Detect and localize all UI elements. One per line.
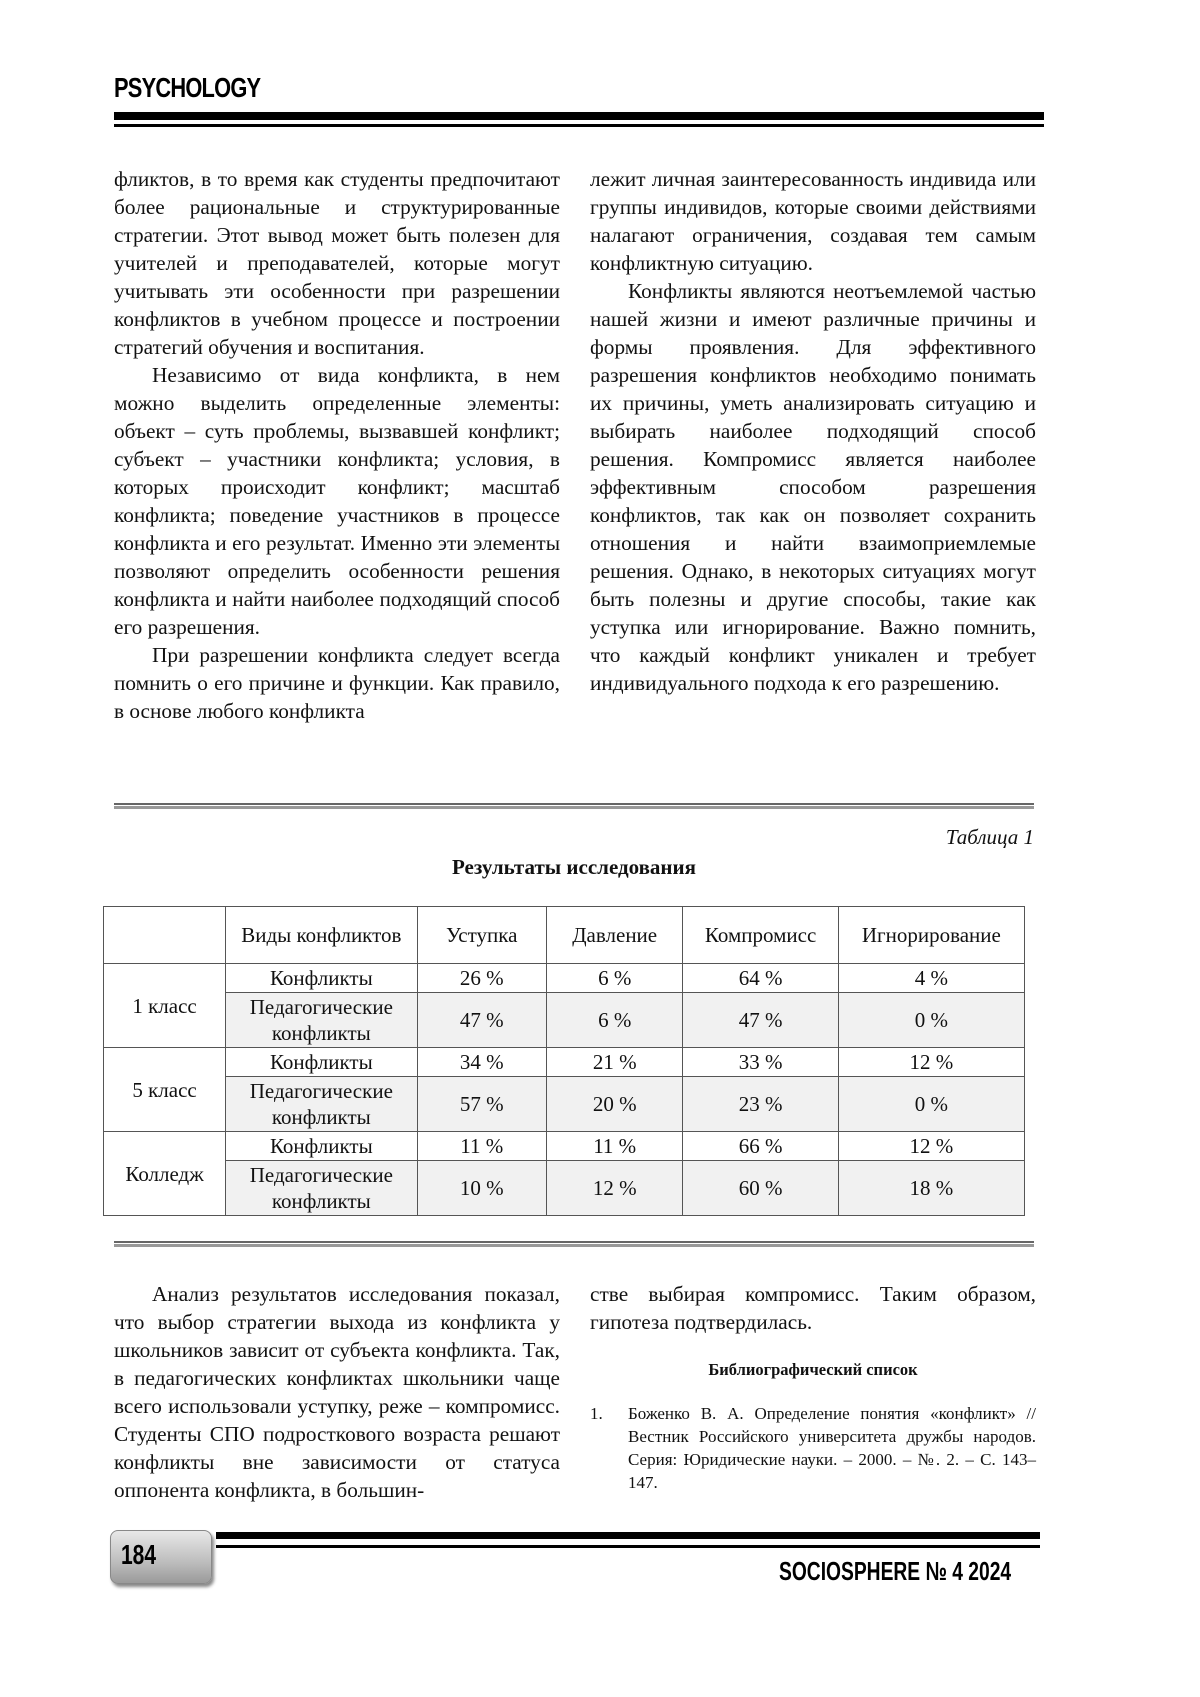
table-bottom-rule <box>114 1241 1034 1247</box>
header-cell: Компромисс <box>683 907 838 964</box>
conclusion-right-column <box>590 1280 1036 1494</box>
value-cell: 12 % <box>838 1048 1024 1077</box>
value-cell: 21 % <box>546 1048 683 1077</box>
bibliography-title: Библиографический список <box>708 1360 918 1379</box>
paragraph: При разрешении конфликта следует всегда помнить о его причине и функции. Как правило, в основе любого конфликта <box>114 643 560 723</box>
header-cell: Виды конфликтов <box>226 907 417 964</box>
conclusion-left-column <box>114 1280 560 1504</box>
group-cell: 1 класс <box>104 964 226 1048</box>
value-cell: 4 % <box>838 964 1024 993</box>
right-column <box>590 165 1036 697</box>
value-cell: 0 % <box>838 993 1024 1048</box>
table-row <box>104 1048 1025 1077</box>
value-cell: 0 % <box>838 1077 1024 1132</box>
conflict-type-cell: Педагогические конфликты <box>226 1161 417 1216</box>
conflict-type-cell: Конфликты <box>226 1048 417 1077</box>
table-row <box>104 964 1025 993</box>
conflict-type-cell: Педагогические конфликты <box>226 1077 417 1132</box>
group-cell: 5 класс <box>104 1048 226 1132</box>
page-number-badge <box>110 1530 212 1584</box>
table-row <box>104 1132 1025 1161</box>
left-column <box>114 165 560 725</box>
value-cell: 26 % <box>417 964 546 993</box>
value-cell: 11 % <box>546 1132 683 1161</box>
header-cell <box>104 907 226 964</box>
conflict-type-cell: Конфликты <box>226 964 417 993</box>
paragraph: Конфликты являются неотъемлемой частью нашей жизни и имеют различные причины и формы проявления. Для эффективного разрешения конфликтов необходимо понимать их причины, уметь анализировать ситуацию и выбирать наиболее подходящий способ решения. Компромисс является наиболее эффективным способом разрешения конфликтов, так как он позволяет сохранить отношения и найти взаимоприемлемые решения. Однако, в некоторых ситуациях могут быть полезны и другие способы, такие как уступка или игнорирование. Важно помнить, что каждый конфликт уникален и требует индивидуального подхода к его разрешению. <box>590 279 1036 695</box>
value-cell: 33 % <box>683 1048 838 1077</box>
footer-rule-thin <box>216 1545 1040 1548</box>
bibliography-number: 1. <box>590 1404 603 1423</box>
paragraph: Анализ результатов исследования показал, что выбор стратегии выхода из конфликта у школьников зависит от субъекта конфликта. Так, в педагогических конфликтах школьники чаще всего использовали уступку, реже – компромисс. Студенты СПО подросткового возраста решают конфликты вне зависимости от статуса оппонента конфликта, в большин- <box>114 1282 560 1502</box>
value-cell: 6 % <box>546 993 683 1048</box>
bibliography-item <box>590 1402 1036 1494</box>
paragraph: Независимо от вида конфликта, в нем можно выделить определенные элементы: объект – суть проблемы, вызвавшей конфликт; субъект – участники конфликта; условия, в которых происходит конфликт; масштаб конфликта; поведение участников в процессе конфликта и его результат. Именно эти элементы позволяют определить особенности решения конфликта и найти наиболее подходящий способ его разрешения. <box>114 363 560 639</box>
table-top-rule <box>114 803 1034 809</box>
value-cell: 6 % <box>546 964 683 993</box>
value-cell: 60 % <box>683 1161 838 1216</box>
section-title: PSYCHOLOGY <box>114 72 261 103</box>
header-cell: Давление <box>546 907 683 964</box>
value-cell: 18 % <box>838 1161 1024 1216</box>
conflict-type-cell: Педагогические конфликты <box>226 993 417 1048</box>
table-row <box>104 1161 1025 1216</box>
footer-rule-thick <box>216 1532 1040 1539</box>
results-table <box>103 906 1025 1216</box>
journal-name: SOCIOSPHERE № 4 2024 <box>779 1556 1012 1586</box>
value-cell: 34 % <box>417 1048 546 1077</box>
header-cell: Игнорирование <box>838 907 1024 964</box>
table-label: Таблица 1 <box>945 825 1034 849</box>
conflict-type-cell: Конфликты <box>226 1132 417 1161</box>
table-row <box>104 1077 1025 1132</box>
value-cell: 12 % <box>838 1132 1024 1161</box>
value-cell: 11 % <box>417 1132 546 1161</box>
value-cell: 10 % <box>417 1161 546 1216</box>
paragraph: лежит личная заинтересованность индивида или группы индивидов, которые своими действиями налагают ограничения, создавая тем самым конфликтную ситуацию. <box>590 167 1036 275</box>
table-title: Результаты исследования <box>452 855 696 879</box>
value-cell: 23 % <box>683 1077 838 1132</box>
value-cell: 66 % <box>683 1132 838 1161</box>
value-cell: 47 % <box>683 993 838 1048</box>
header-rule-thin <box>114 124 1044 127</box>
value-cell: 47 % <box>417 993 546 1048</box>
value-cell: 20 % <box>546 1077 683 1132</box>
paragraph: стве выбирая компромисс. Таким образом, гипотеза подтвердилась. <box>590 1282 1036 1334</box>
value-cell: 57 % <box>417 1077 546 1132</box>
header-rule-thick <box>114 112 1044 120</box>
value-cell: 12 % <box>546 1161 683 1216</box>
paragraph: фликтов, в то время как студенты предпочитают более рациональные и структурированные стратегии. Этот вывод может быть полезен для учителей и преподавателей, которые могут учитывать эти особенности при разрешении конфликтов в учебном процессе и построении стратегий обучения и воспитания. <box>114 167 560 359</box>
table-row <box>104 993 1025 1048</box>
page-number: 184 <box>121 1539 157 1570</box>
header-cell: Уступка <box>417 907 546 964</box>
value-cell: 64 % <box>683 964 838 993</box>
bibliography-text: Боженко В. А. Определение понятия «конфликт» // Вестник Российского университета дружбы народов. Серия: Юридические науки. – 2000. – №. 2. – С. 143–147. <box>628 1404 1036 1492</box>
table-header-row <box>104 907 1025 964</box>
group-cell: Колледж <box>104 1132 226 1216</box>
